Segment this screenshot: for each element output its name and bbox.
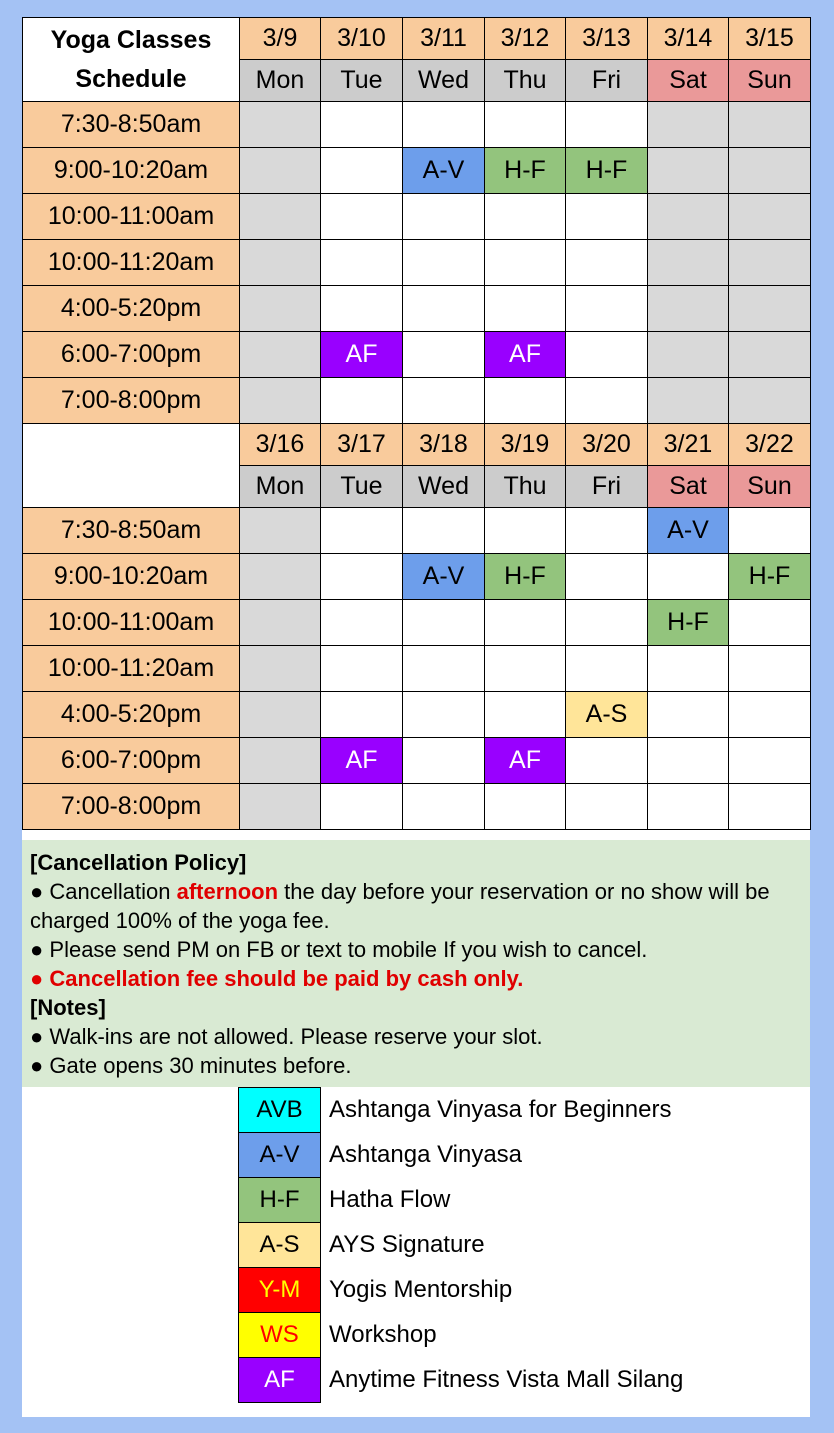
- schedule-cell: [648, 378, 729, 424]
- schedule-cell: [648, 738, 729, 784]
- legend-label: Ashtanga Vinyasa for Beginners: [329, 1096, 672, 1123]
- schedule-cell: [648, 148, 729, 194]
- schedule-cell: [403, 692, 485, 738]
- time-slot-label: 10:00-11:00am: [23, 194, 240, 240]
- schedule-cell: [403, 332, 485, 378]
- day-cell: Thu: [485, 60, 566, 102]
- class-cell: AF: [321, 738, 403, 784]
- schedule-cell: [648, 332, 729, 378]
- schedule-cell: [729, 286, 811, 332]
- legend-code: A-S: [239, 1223, 321, 1268]
- schedule-cell: [321, 286, 403, 332]
- schedule-cell: [240, 194, 321, 240]
- policy-heading: [Cancellation Policy]: [30, 850, 247, 875]
- schedule-cell: [240, 554, 321, 600]
- schedule-title-line2: Schedule: [75, 64, 187, 93]
- notes-bullet-2: ● Gate opens 30 minutes before.: [30, 1053, 352, 1078]
- schedule-cell: [403, 378, 485, 424]
- schedule-cell: [240, 692, 321, 738]
- date-cell: 3/10: [321, 18, 403, 60]
- time-slot-label: 7:00-8:00pm: [23, 784, 240, 830]
- date-row: [23, 18, 811, 60]
- schedule-cell: [566, 508, 648, 554]
- date-cell: 3/16: [240, 424, 321, 466]
- schedule-cell: [485, 600, 566, 646]
- schedule-cell: [648, 240, 729, 286]
- schedule-cell: [485, 784, 566, 830]
- class-cell: H-F: [648, 600, 729, 646]
- schedule-cell: [566, 646, 648, 692]
- day-cell: Mon: [240, 60, 321, 102]
- date-row: [23, 424, 811, 466]
- legend-code: AVB: [239, 1088, 321, 1133]
- schedule-cell: [485, 646, 566, 692]
- policy-bullet-1-post: the day before your reservation or no show will be charged 100% of the yoga fee.: [30, 879, 770, 933]
- schedule-cell: [485, 508, 566, 554]
- schedule-cell: [321, 148, 403, 194]
- schedule-cell: [321, 600, 403, 646]
- time-row: [23, 784, 811, 830]
- schedule-cell: [648, 554, 729, 600]
- schedule-cell: [566, 286, 648, 332]
- schedule-cell: [729, 332, 811, 378]
- schedule-cell: [648, 194, 729, 240]
- schedule-cell: [240, 378, 321, 424]
- policy-bullet-2: ● Please send PM on FB or text to mobile If you wish to cancel.: [30, 937, 648, 962]
- day-cell: Wed: [403, 60, 485, 102]
- day-cell: Mon: [240, 466, 321, 508]
- schedule-cell: [729, 600, 811, 646]
- class-cell: H-F: [485, 554, 566, 600]
- legend-row: [239, 1178, 684, 1223]
- time-row: [23, 646, 811, 692]
- policy-bullet-1: [30, 877, 802, 935]
- schedule-cell: [321, 378, 403, 424]
- schedule-cell: [729, 508, 811, 554]
- time-row: [23, 600, 811, 646]
- schedule-cell: [729, 102, 811, 148]
- legend-row: [239, 1088, 684, 1133]
- schedule-cell: [566, 554, 648, 600]
- class-cell: A-V: [648, 508, 729, 554]
- legend-row: [239, 1268, 684, 1313]
- schedule-cell: [566, 102, 648, 148]
- legend-row: [239, 1133, 684, 1178]
- day-cell: Sun: [729, 466, 811, 508]
- schedule-cell: [566, 738, 648, 784]
- day-cell: Tue: [321, 60, 403, 102]
- time-row: [23, 194, 811, 240]
- legend-row: [239, 1223, 684, 1268]
- schedule-cell: [729, 738, 811, 784]
- schedule-cell: [403, 646, 485, 692]
- date-cell: 3/17: [321, 424, 403, 466]
- time-row: [23, 378, 811, 424]
- time-slot-label: 7:00-8:00pm: [23, 378, 240, 424]
- policy-bullet-3: [30, 964, 802, 993]
- schedule-cell: [566, 600, 648, 646]
- schedule-cell: [240, 508, 321, 554]
- schedule-cell: [485, 692, 566, 738]
- policy-bullet-1-highlight: afternoon: [176, 879, 279, 904]
- schedule-cell: [240, 102, 321, 148]
- class-cell: H-F: [566, 148, 648, 194]
- schedule-cell: [321, 102, 403, 148]
- schedule-cell: [240, 600, 321, 646]
- date-cell: 3/18: [403, 424, 485, 466]
- schedule-cell: [485, 286, 566, 332]
- schedule-cell: [729, 148, 811, 194]
- time-row: [23, 148, 811, 194]
- legend-label: AYS Signature: [329, 1231, 485, 1258]
- schedule-cell: [403, 102, 485, 148]
- class-cell: AF: [321, 332, 403, 378]
- day-cell: Sat: [648, 60, 729, 102]
- time-row: [23, 554, 811, 600]
- schedule-cell: [485, 240, 566, 286]
- schedule-cell: [729, 692, 811, 738]
- legend-label: Workshop: [329, 1321, 437, 1348]
- time-slot-label: 7:30-8:50am: [23, 102, 240, 148]
- schedule-title: [23, 18, 240, 102]
- class-cell: A-V: [403, 554, 485, 600]
- class-cell: AF: [485, 738, 566, 784]
- policy-notes: [22, 840, 810, 1087]
- legend-row: [239, 1358, 684, 1403]
- schedule-cell: [321, 784, 403, 830]
- schedule-cell: [566, 378, 648, 424]
- schedule-cell: [648, 286, 729, 332]
- legend-code: Y-M: [239, 1268, 321, 1313]
- schedule-cell: [240, 646, 321, 692]
- schedule-cell: [648, 692, 729, 738]
- policy-bullet-3-text: Cancellation fee should be paid by cash only.: [49, 966, 524, 991]
- date-cell: 3/11: [403, 18, 485, 60]
- schedule-cell: [403, 600, 485, 646]
- schedule-cell: [240, 738, 321, 784]
- schedule-cell: [403, 194, 485, 240]
- time-row: [23, 240, 811, 286]
- schedule-cell: [729, 646, 811, 692]
- schedule-cell: [240, 148, 321, 194]
- time-slot-label: 4:00-5:20pm: [23, 692, 240, 738]
- date-cell: 3/12: [485, 18, 566, 60]
- date-cell: 3/19: [485, 424, 566, 466]
- day-cell: Tue: [321, 466, 403, 508]
- schedule-cell: [648, 646, 729, 692]
- time-slot-label: 6:00-7:00pm: [23, 332, 240, 378]
- day-cell: Fri: [566, 60, 648, 102]
- schedule-table: [22, 17, 811, 830]
- schedule-cell: [403, 508, 485, 554]
- legend-label: Yogis Mentorship: [329, 1276, 513, 1303]
- class-cell: A-V: [403, 148, 485, 194]
- time-slot-label: 10:00-11:00am: [23, 600, 240, 646]
- schedule-cell: [321, 646, 403, 692]
- day-cell: Sat: [648, 466, 729, 508]
- legend-code: WS: [239, 1313, 321, 1358]
- date-cell: 3/21: [648, 424, 729, 466]
- schedule-cell: [321, 194, 403, 240]
- time-slot-label: 7:30-8:50am: [23, 508, 240, 554]
- notes-bullet-1: ● Walk-ins are not allowed. Please reserve your slot.: [30, 1024, 543, 1049]
- schedule-cell: [566, 332, 648, 378]
- schedule-cell: [566, 784, 648, 830]
- legend-code: AF: [239, 1358, 321, 1403]
- class-cell: H-F: [485, 148, 566, 194]
- legend-code: H-F: [239, 1178, 321, 1223]
- schedule-cell: [403, 784, 485, 830]
- day-cell: Fri: [566, 466, 648, 508]
- time-row: [23, 692, 811, 738]
- legend-row: [239, 1313, 684, 1358]
- schedule-cell: [648, 102, 729, 148]
- policy-bullet-1-pre: ● Cancellation: [30, 879, 177, 904]
- schedule-cell: [321, 554, 403, 600]
- legend-label: Hatha Flow: [329, 1186, 451, 1213]
- time-slot-label: 6:00-7:00pm: [23, 738, 240, 784]
- policy-bullet-3-bullet: ●: [30, 966, 50, 991]
- time-slot-label: 9:00-10:20am: [23, 148, 240, 194]
- schedule-cell: [240, 286, 321, 332]
- schedule-cell: [240, 332, 321, 378]
- day-cell: Wed: [403, 466, 485, 508]
- date-cell: 3/9: [240, 18, 321, 60]
- time-slot-label: 10:00-11:20am: [23, 240, 240, 286]
- schedule-title-line1: Yoga Classes: [50, 25, 212, 54]
- day-cell: Thu: [485, 466, 566, 508]
- blank-corner: [23, 424, 240, 508]
- schedule-cell: [403, 286, 485, 332]
- date-cell: 3/13: [566, 18, 648, 60]
- day-cell: Sun: [729, 60, 811, 102]
- time-row: [23, 508, 811, 554]
- time-row: [23, 286, 811, 332]
- schedule-cell: [403, 738, 485, 784]
- notes-heading: [Notes]: [30, 995, 106, 1020]
- legend-label: Ashtanga Vinyasa: [329, 1141, 523, 1168]
- class-cell: A-S: [566, 692, 648, 738]
- schedule-cell: [485, 378, 566, 424]
- time-row: [23, 332, 811, 378]
- schedule-cell: [566, 240, 648, 286]
- time-slot-label: 9:00-10:20am: [23, 554, 240, 600]
- time-row: [23, 738, 811, 784]
- legend-code: A-V: [239, 1133, 321, 1178]
- schedule-cell: [729, 784, 811, 830]
- schedule-cell: [321, 240, 403, 286]
- schedule-cell: [729, 194, 811, 240]
- schedule-cell: [729, 240, 811, 286]
- date-cell: 3/14: [648, 18, 729, 60]
- schedule-cell: [648, 784, 729, 830]
- schedule-cell: [240, 784, 321, 830]
- legend-table: [238, 1087, 684, 1403]
- class-cell: H-F: [729, 554, 811, 600]
- date-cell: 3/20: [566, 424, 648, 466]
- time-slot-label: 10:00-11:20am: [23, 646, 240, 692]
- time-row: [23, 102, 811, 148]
- schedule-cell: [729, 378, 811, 424]
- schedule-cell: [485, 194, 566, 240]
- schedule-cell: [321, 692, 403, 738]
- schedule-cell: [321, 508, 403, 554]
- schedule-cell: [566, 194, 648, 240]
- time-slot-label: 4:00-5:20pm: [23, 286, 240, 332]
- date-cell: 3/15: [729, 18, 811, 60]
- class-cell: AF: [485, 332, 566, 378]
- schedule-cell: [403, 240, 485, 286]
- schedule-cell: [485, 102, 566, 148]
- legend-label: Anytime Fitness Vista Mall Silang: [329, 1366, 684, 1393]
- date-cell: 3/22: [729, 424, 811, 466]
- schedule-cell: [240, 240, 321, 286]
